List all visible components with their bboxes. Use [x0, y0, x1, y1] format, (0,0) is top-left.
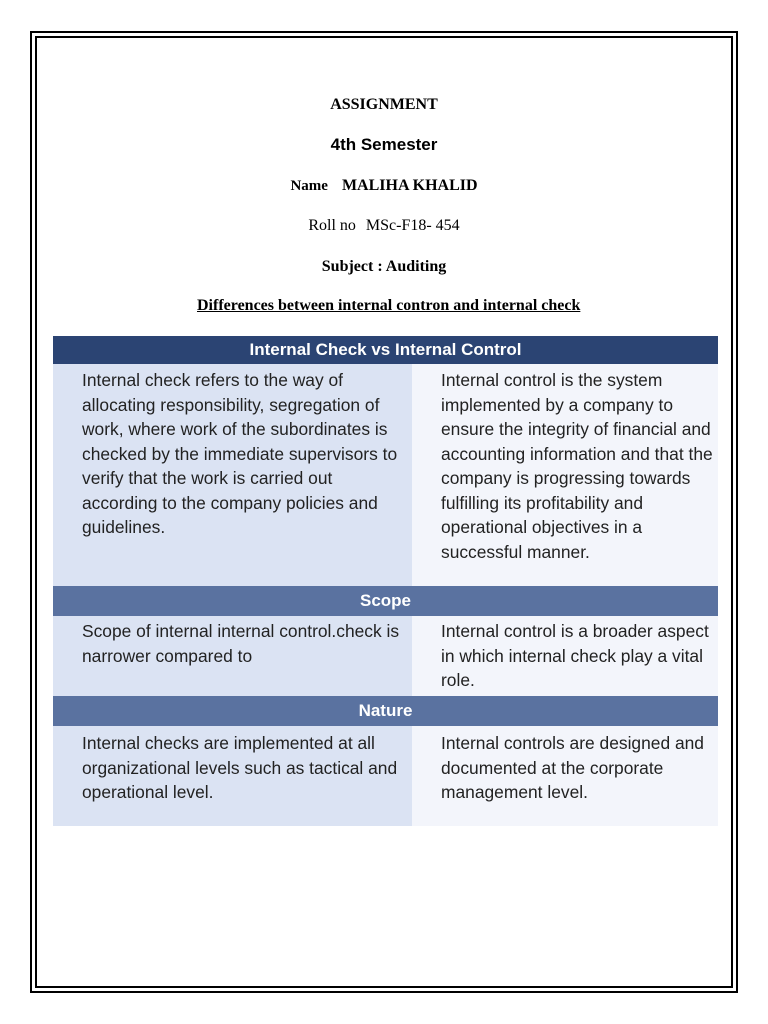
table-title-band: Internal Check vs Internal Control	[53, 336, 718, 364]
name-value: MALIHA KHALID	[341, 177, 478, 194]
document-subtitle: Differences between internal contron and internal check	[197, 297, 581, 314]
semester-heading: 4th Semester	[330, 135, 438, 154]
intro-left-cell: Internal check refers to the way of allocating responsibility, segregation of work, where work of the subordinates is checked by the immediate supervisors to verify that the work is carried out according to the company policies and guidelines.	[53, 364, 412, 616]
scope-heading-band: Scope	[53, 586, 718, 616]
roll-line	[0, 217, 768, 235]
scope-right-cell: Internal control is a broader aspect in which internal check play a vital role.	[412, 616, 718, 698]
intro-right-cell: Internal control is the system implemented by a company to ensure the integrity of financial and accounting information and that the company is progressing towards fulfilling its profitability and operational objectives in a successful manner.	[412, 364, 718, 616]
assignment-heading: ASSIGNMENT	[330, 96, 438, 113]
nature-right-cell: Internal controls are designed and documented at the corporate management level.	[412, 726, 718, 826]
roll-label: Roll no	[308, 217, 356, 234]
scope-left-cell: Scope of internal internal control.check is narrower compared to	[53, 616, 412, 698]
nature-heading-band: Nature	[53, 696, 718, 726]
name-line	[0, 177, 768, 195]
subject-line: Subject : Auditing	[321, 258, 447, 275]
nature-left-cell: Internal checks are implemented at all organizational levels such as tactical and operational level.	[53, 726, 412, 826]
comparison-table	[53, 336, 718, 826]
name-label: Name	[290, 178, 328, 194]
roll-value: MSc-F18- 454	[365, 217, 460, 234]
